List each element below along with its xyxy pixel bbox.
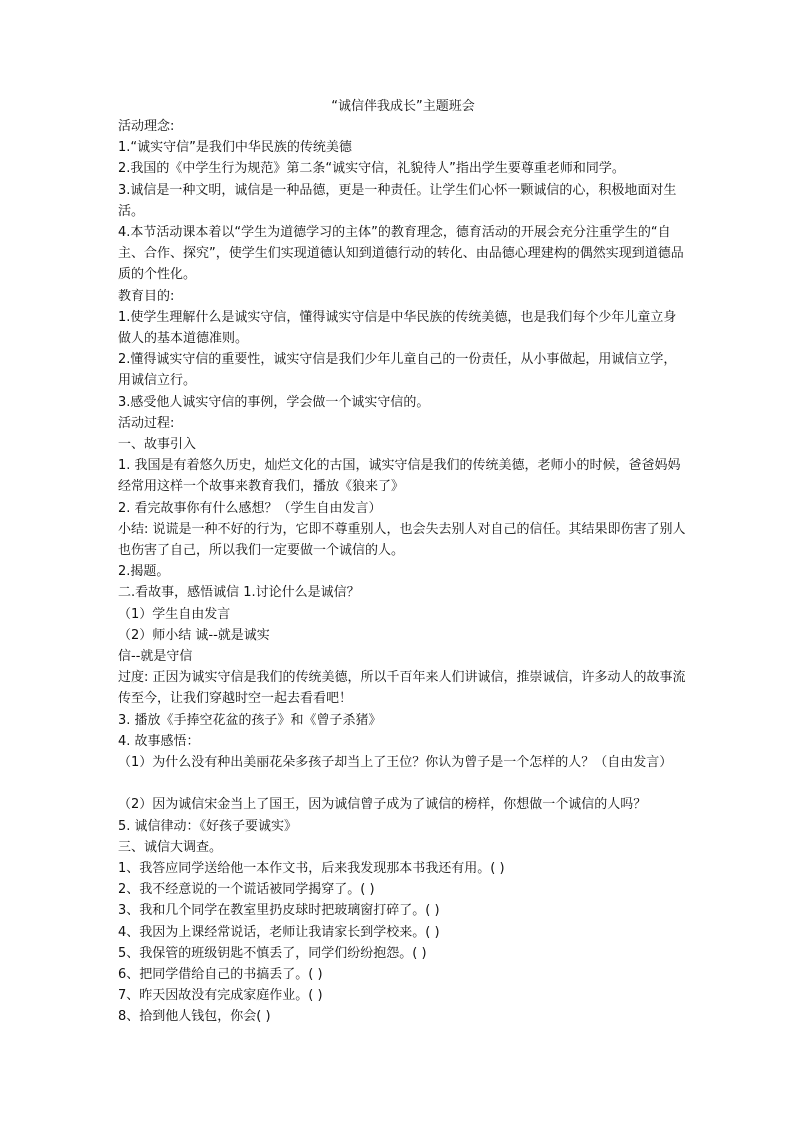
part2-transition: 过度: 正因为诚实守信是我们的传统美德，所以千百年来人们讲诚信，推崇诚信，许多动人的故事流传至今，让我们穿越时空一起去看看吧！ [118, 670, 686, 707]
part1-heading: 一、故事引入 [118, 436, 197, 452]
part2-heading: 二.看故事，感悟诚信 1.讨论什么是诚信？ [118, 585, 360, 601]
concept-item-2: 2.我国的《中学生行为规范》第二条“诚实守信，礼貌待人”指出学生要尊重老师和同学。 [118, 161, 625, 177]
survey-item-6: 6、把同学借给自己的书搞丢了。( ) [118, 967, 323, 982]
purpose-heading: 教育目的: [118, 288, 175, 304]
part2-sub-3: 信--就是守信 [118, 648, 193, 664]
part1-summary: 小结: 说谎是一种不好的行为，它即不尊重别人，也会失去别人对自己的信任。其结果即伤害了别人也伤害了自己，所以我们一定要做一个诚信的人。 [118, 521, 686, 558]
survey-item-4: 4、我因为上课经常说话，老师让我请家长到学校来。( ) [118, 924, 440, 940]
survey-item-8: 8、拾到他人钱包，你会( ) [118, 1009, 271, 1025]
part3-heading: 三、诚信大调查。 [118, 839, 223, 855]
survey-item-5: 5、我保管的班级钥匙不慎丢了，同学们纷纷抱怨。( ) [118, 945, 427, 961]
survey-item-7: 7、昨天因故没有完成家庭作业。( ) [118, 988, 323, 1004]
part2-question-2: （2）因为诚信宋金当上了国王，因为诚信曾子成为了诚信的榜样，你想做一个诚信的人吗？ [118, 797, 647, 813]
survey-item-1: 1、我答应同学送给他一本作文书，后来我发现那本书我还有用。( ) [118, 860, 505, 876]
part2-sub-1: （1）学生自由发言 [118, 606, 231, 622]
part2-question-1: （1）为什么没有种出美丽花朵多孩子却当上了王位？你认为曾子是一个怎样的人？（自由发言） [118, 754, 673, 770]
concept-heading: 活动理念: [118, 119, 175, 134]
survey-item-3: 3、我和几个同学在教室里扔皮球时把玻璃窗打碎了。( ) [118, 903, 440, 919]
survey-item-2: 2、我不经意说的一个谎话被同学揭穿了。( ) [118, 882, 375, 898]
page-title: “诚信伴我成长”主题班会 [331, 99, 475, 114]
concept-item-3: 3.诚信是一种文明，诚信是一种品德，更是一种责任。让学生们心怀一颗诚信的心，积极地面对生活。 [118, 182, 677, 219]
concept-item-1: 1.“诚实守信”是我们中华民族的传统美德 [118, 140, 352, 156]
part1-item-1: 1. 我国是有着悠久历史，灿烂文化的古国，诚实守信是我们的传统美德，老师小的时候，爸爸妈妈经常用这样一个故事来教育我们，播放《狼来了》 [118, 458, 681, 495]
part1-item-3: 2.揭题。 [118, 564, 170, 580]
concept-item-4: 4.本节活动课本着以“学生为道德学习的主体”的教育理念，德育活动的开展会充分注重学生的“自主、合作、探究”，使学生们实现道德认知到道德行动的转化、由品德心理建构的偶然实现到道德品质的个性化。 [118, 225, 684, 283]
part2-item-3: 3. 播放《手捧空花盆的孩子》和《曾子杀猪》 [118, 712, 382, 728]
purpose-item-3: 3.感受他人诚实守信的事例，学会做一个诚实守信的。 [118, 394, 430, 410]
purpose-item-2: 2.懂得诚实守信的重要性，诚实守信是我们少年儿童自己的一份责任，从小事做起，用诚信立学，用诚信立行。 [118, 352, 677, 389]
part2-item-4: 4. 故事感悟： [118, 733, 200, 749]
part2-sub-2: （2）师小结 诚--就是诚实 [118, 627, 270, 643]
process-heading: 活动过程: [118, 415, 175, 431]
part1-item-2: 2. 看完故事你有什么感想？（学生自由发言） [118, 500, 382, 516]
part2-item-5: 5. 诚信律动：《好孩子要诚实》 [118, 818, 298, 834]
document-body [118, 98, 688, 1028]
purpose-item-1: 1.使学生理解什么是诚实守信，懂得诚实守信是中华民族的传统美德，也是我们每个少年儿童立身做人的基本道德准则。 [118, 309, 677, 346]
